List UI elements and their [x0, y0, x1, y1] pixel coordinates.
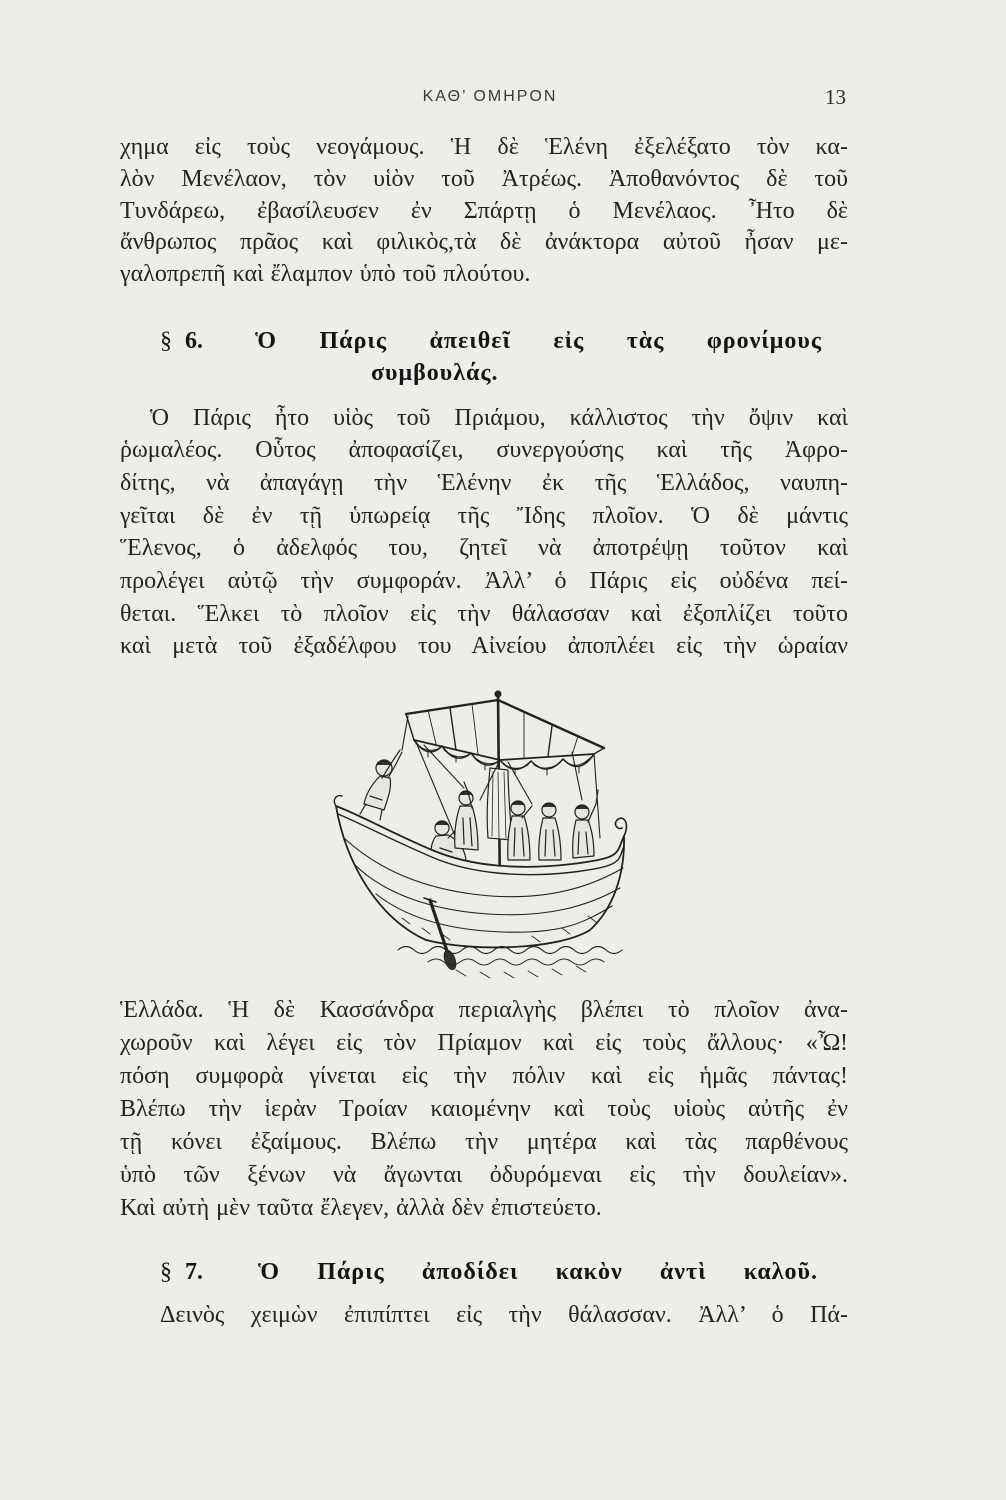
paragraph [120, 994, 848, 1225]
stern-curl [616, 818, 627, 836]
paragraph [120, 132, 848, 291]
figure [360, 750, 402, 820]
paragraph [120, 1299, 848, 1331]
paragraph [120, 402, 848, 664]
section-number: 6. [185, 328, 203, 354]
text-line: προλέγει αὐτῷ τὴν συμφοράν. Ἀλλ’ ὁ Πάρις εἰς οὐδένα πεί- [120, 568, 848, 595]
text-line: Ἕλενος, ὁ ἀδελφός του, ζητεῖ νὰ ἀποτρέψῃ τοῦτον καὶ [120, 535, 848, 562]
canopy-front-yard [414, 740, 594, 760]
ship-illustration [332, 688, 632, 988]
section-title: Ὁ Πάρις ἀπειθεῖ εἰς τὰς φρονίμους [255, 328, 822, 354]
text-line: ὑπὸ τῶν ξένων νὰ ἄγωνται ὀδυρόμεναι εἰς τὴν δουλείαν». [120, 1161, 848, 1188]
text-line: Βλέπω τὴν ἱερὰν Τροίαν καιομένην καὶ τοὺς υἱοὺς αὐτῆς ἐν [120, 1095, 848, 1122]
sea-waves [398, 947, 622, 979]
text-line: Ὁ Πάρις ἦτο υἱὸς τοῦ Πριάμου, κάλλιστος τὴν ὄψιν καὶ [150, 404, 848, 431]
text-line: καὶ μετὰ τοῦ ἐξαδέλφου του Αἰνείου ἀποπλέει εἰς τὴν ὡραίαν [120, 633, 848, 660]
bow-curl [334, 796, 342, 806]
section-symbol: § [160, 1259, 172, 1285]
text-line: χωροῦν καὶ λέγει εἰς τὸν Πρίαμον καὶ εἰς τοὺς ἄλλους· «Ὦ! [120, 1029, 848, 1056]
text-line: γεῖται δὲ ἐν τῇ ὑπωρείᾳ τῆς Ἴδης πλοῖον. Ὁ δὲ μάντις [120, 502, 848, 529]
figure [508, 801, 532, 860]
text-line: δίτης, νὰ ἀπαγάγῃ τὴν Ἑλένην ἐκ τῆς Ἑλλάδος, ναυπη- [120, 469, 848, 496]
text-line: γαλοπρεπῆ καὶ ἔλαμπον ὑπὸ τοῦ πλούτου. [120, 261, 531, 287]
page-number: 13 [825, 85, 846, 109]
section-7-heading [160, 1256, 818, 1288]
figure [455, 782, 478, 850]
figure [573, 790, 598, 858]
running-head-title: ΚΑΘ’ ΟΜΗΡΟΝ [422, 88, 558, 105]
section-symbol: § [160, 328, 172, 354]
text-line: Δεινὸς χειμὼν ἐπιπίπτει εἰς τὴν θάλασσαν. Ἀλλ’ ὁ Πά- [160, 1302, 848, 1328]
text-line: λὸν Μενέλαον, τὸν υἱὸν τοῦ Ἀτρέως. Ἀποθανόντος δὲ τοῦ [120, 165, 848, 192]
text-line: Τυνδάρεω, ἐβασίλευσεν ἐν Σπάρτῃ ὁ Μενέλαος. Ἦτο δὲ [120, 197, 848, 224]
section-title: Ὁ Πάρις ἀποδίδει κακὸν ἀντὶ καλοῦ. [258, 1259, 818, 1285]
text-line: ῥωμαλέος. Οὗτος ἀποφασίζει, συνεργούσης καὶ τῆς Ἀφρο- [120, 437, 848, 464]
section-6-heading-continued: συμβουλάς. [371, 360, 499, 386]
text-line: τῇ κόνει ἐξαίμους. Βλέπω τὴν μητέρα καὶ τὰς παρθένους [120, 1128, 848, 1155]
section-6-heading [160, 325, 822, 357]
text-line: Ἑλλάδα. Ἡ δὲ Κασσάνδρα περιαλγὴς βλέπει τὸ πλοῖον ἀνα- [120, 996, 848, 1023]
text-line: θεται. Ἕλκει τὸ πλοῖον εἰς τὴν θάλασσαν καὶ ἐξοπλίζει τοῦτο [120, 600, 848, 627]
text-line: χημα εἰς τοὺς νεογάμους. Ἡ δὲ Ἑλένη ἐξελέξατο τὸν κα- [120, 134, 848, 160]
figure [539, 803, 561, 860]
text-line: πόση συμφορὰ γίνεται εἰς τὴν πόλιν καὶ εἰς ἡμᾶς πάντας! [120, 1062, 848, 1089]
text-line: Καὶ αὐτὴ μὲν ταῦτα ἔλεγεν, ἀλλὰ δὲν ἐπιστεύετο. [120, 1194, 602, 1221]
section-number: 7. [185, 1259, 203, 1285]
text-line: ἄνθρωπος πρᾶος καὶ φιλικὸς,τὰ δὲ ἀνάκτορα αὐτοῦ ἦσαν με- [120, 229, 848, 256]
